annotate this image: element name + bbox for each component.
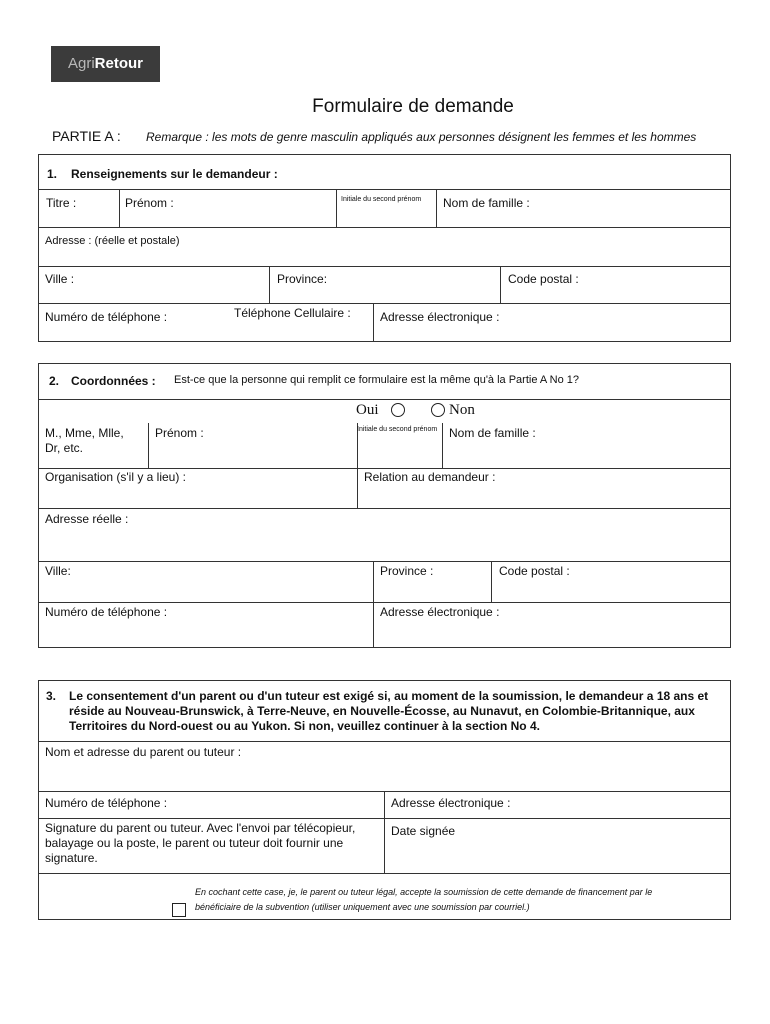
- partie-a-label: [52, 128, 121, 144]
- logo-text-retour: Retour: [94, 55, 144, 72]
- organisation-field[interactable]: Organisation (s'il y a lieu) :: [45, 470, 187, 484]
- section-1-box: [38, 154, 731, 342]
- section-3-heading: Le consentement d'un parent ou d'un tuteur est exigé si, au moment de la soumission, le demandeur a 18 ans et réside au Nouveau-Brunswick, à Terre-Neuve, en Nouvelle-Écosse, au Nunavut, en Colombie-Britannique, aux Territoires du Nord-ouest ou au Yukon. Si non, veuillez continuer à la section No 4.: [69, 689, 709, 733]
- ville-field[interactable]: Ville :: [45, 272, 75, 286]
- adresse-reelle-field[interactable]: Adresse réelle :: [45, 512, 129, 526]
- section-2-heading: Coordonnées :: [71, 374, 156, 388]
- parent-courriel-field[interactable]: Adresse électronique :: [391, 796, 511, 810]
- oui-radio[interactable]: [391, 403, 405, 417]
- province-field[interactable]: Province:: [277, 272, 328, 286]
- telephone-field-2[interactable]: Numéro de téléphone :: [45, 605, 168, 619]
- initiale-field-2[interactable]: Initiale du second prénom: [357, 426, 438, 433]
- adresse-field[interactable]: Adresse : (réelle et postale): [45, 235, 180, 247]
- section-1-heading: Renseignements sur le demandeur :: [71, 167, 278, 181]
- nom-famille-field[interactable]: Nom de famille :: [443, 196, 530, 210]
- parent-nom-adresse-field[interactable]: Nom et adresse du parent ou tuteur :: [45, 745, 242, 759]
- consent-text: En cochant cette case, je, le parent ou tuteur légal, accepte la soumission de cette demande de financement par le bénéficiaire de la subvention (utiliser uniquement avec une soumission par courriel.): [195, 887, 653, 912]
- partie-a-text: PARTIE A :: [52, 128, 121, 144]
- prenom-field-2[interactable]: Prénom :: [155, 426, 204, 440]
- code-postal-field-2[interactable]: Code postal :: [499, 564, 570, 578]
- province-field-2[interactable]: Province :: [380, 564, 434, 578]
- relation-field[interactable]: Relation au demandeur :: [364, 470, 496, 484]
- agriretour-logo: [51, 46, 160, 82]
- titre-field[interactable]: Titre :: [46, 196, 77, 210]
- logo-text-agri: Agri: [67, 55, 95, 72]
- ville-field-2[interactable]: Ville:: [45, 564, 71, 578]
- section-3-number: 3.: [46, 689, 57, 703]
- nom-famille-field-2[interactable]: Nom de famille :: [449, 426, 536, 440]
- section-3-box: [38, 680, 731, 920]
- parent-signature-field[interactable]: Signature du parent ou tuteur. Avec l'envoi par télécopieur, balayage ou la poste, le parent ou tuteur doit fournir une signature.: [45, 821, 356, 865]
- date-signee-field[interactable]: Date signée: [391, 824, 456, 838]
- non-radio[interactable]: [431, 403, 445, 417]
- section-2-number: 2.: [49, 374, 60, 388]
- code-postal-field[interactable]: Code postal :: [508, 272, 579, 286]
- section-2-box: [38, 363, 731, 648]
- cellulaire-field[interactable]: Téléphone Cellulaire :: [234, 306, 351, 320]
- initiale-field[interactable]: Initiale du second prénom: [341, 196, 422, 203]
- courriel-field[interactable]: Adresse électronique :: [380, 310, 500, 324]
- oui-label: Oui: [356, 402, 379, 418]
- gender-remark: Remarque : les mots de genre masculin appliqués aux personnes désignent les femmes et les hommes: [146, 130, 697, 144]
- telephone-field[interactable]: Numéro de téléphone :: [45, 310, 168, 324]
- prenom-field[interactable]: Prénom :: [125, 196, 174, 210]
- civilite-field[interactable]: M., Mme, Mlle, Dr, etc.: [45, 426, 124, 455]
- non-label: Non: [449, 402, 475, 418]
- parent-telephone-field[interactable]: Numéro de téléphone :: [45, 796, 168, 810]
- form-title: Formulaire de demande: [312, 96, 514, 117]
- courriel-field-2[interactable]: Adresse électronique :: [380, 605, 500, 619]
- consent-checkbox[interactable]: [172, 903, 186, 917]
- section-1-number: 1.: [47, 167, 58, 181]
- same-person-question: Est-ce que la personne qui remplit ce formulaire est la même qu'à la Partie A No 1?: [174, 374, 580, 386]
